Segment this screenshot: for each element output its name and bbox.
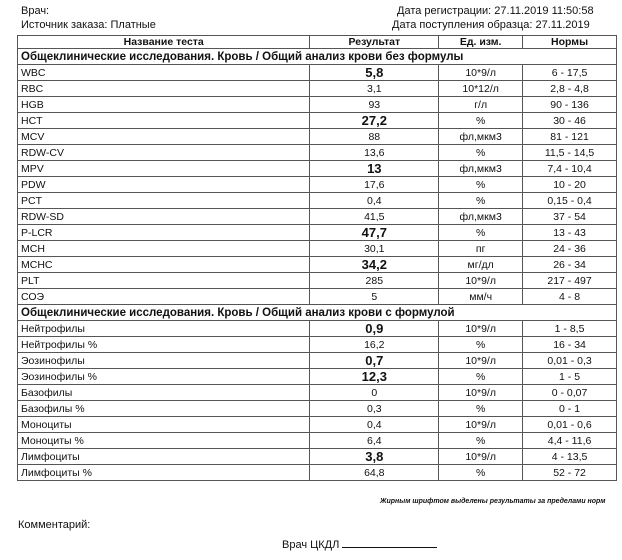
table-row <box>18 177 617 193</box>
test-name-cell: HGB <box>18 97 310 113</box>
table-row <box>18 465 617 481</box>
norm-cell: 0,15 - 0,4 <box>523 193 617 209</box>
unit-cell: мм/ч <box>439 289 523 305</box>
unit-cell: фл,мкм3 <box>439 129 523 145</box>
norm-cell: 90 - 136 <box>523 97 617 113</box>
unit-cell: фл,мкм3 <box>439 209 523 225</box>
test-name-cell: RDW-SD <box>18 209 310 225</box>
result-cell: 0,9 <box>310 321 439 337</box>
result-cell: 41,5 <box>310 209 439 225</box>
result-cell: 47,7 <box>310 225 439 241</box>
doctor-label: Врач: <box>21 5 50 17</box>
test-name-cell: MCHC <box>18 257 310 273</box>
result-cell: 6,4 <box>310 433 439 449</box>
norm-cell: 4 - 13,5 <box>523 449 617 465</box>
col-unit: Ед. изм. <box>439 36 523 49</box>
test-name-cell: RBC <box>18 81 310 97</box>
table-row <box>18 401 617 417</box>
norm-cell: 6 - 17,5 <box>523 65 617 81</box>
table-row <box>18 321 617 337</box>
col-result: Результат <box>310 36 439 49</box>
unit-cell: 10*9/л <box>439 417 523 433</box>
unit-cell: 10*12/л <box>439 81 523 97</box>
table-row <box>18 97 617 113</box>
table-row <box>18 417 617 433</box>
norm-cell: 37 - 54 <box>523 209 617 225</box>
unit-cell: % <box>439 369 523 385</box>
unit-cell: 10*9/л <box>439 65 523 81</box>
test-name-cell: Нейтрофилы % <box>18 337 310 353</box>
norm-cell: 30 - 46 <box>523 113 617 129</box>
norm-cell: 0 - 0,07 <box>523 385 617 401</box>
unit-cell: % <box>439 401 523 417</box>
result-cell: 17,6 <box>310 177 439 193</box>
result-cell: 0,7 <box>310 353 439 369</box>
test-name-cell: PLT <box>18 273 310 289</box>
unit-cell: % <box>439 337 523 353</box>
sample-date: Дата поступления образца: 27.11.2019 <box>392 19 590 31</box>
signature-line <box>342 537 437 548</box>
norm-cell: 4 - 8 <box>523 289 617 305</box>
section-header-row <box>18 49 617 65</box>
section-title: Общеклинические исследования. Кровь / Общий анализ крови с формулой <box>18 305 617 321</box>
table-row <box>18 433 617 449</box>
norm-cell: 10 - 20 <box>523 177 617 193</box>
norm-cell: 1 - 5 <box>523 369 617 385</box>
norm-cell: 81 - 121 <box>523 129 617 145</box>
test-name-cell: Эозинофилы <box>18 353 310 369</box>
result-cell: 3,8 <box>310 449 439 465</box>
table-header-row <box>18 36 617 49</box>
test-name-cell: Нейтрофилы <box>18 321 310 337</box>
norm-cell: 2,8 - 4,8 <box>523 81 617 97</box>
table-row <box>18 129 617 145</box>
unit-cell: 10*9/л <box>439 385 523 401</box>
section-title: Общеклинические исследования. Кровь / Общий анализ крови без формулы <box>18 49 617 65</box>
test-name-cell: Базофилы <box>18 385 310 401</box>
unit-cell: пг <box>439 241 523 257</box>
table-row <box>18 289 617 305</box>
unit-cell: г/л <box>439 97 523 113</box>
results-table <box>17 35 617 481</box>
order-source: Источник заказа: Платные <box>21 19 156 31</box>
unit-cell: % <box>439 193 523 209</box>
table-row <box>18 145 617 161</box>
result-cell: 285 <box>310 273 439 289</box>
test-name-cell: Лимфоциты <box>18 449 310 465</box>
norm-cell: 26 - 34 <box>523 257 617 273</box>
test-name-cell: HCT <box>18 113 310 129</box>
signature-label: Врач ЦКДЛ <box>282 539 340 551</box>
table-row <box>18 65 617 81</box>
norm-cell: 11,5 - 14,5 <box>523 145 617 161</box>
unit-cell: % <box>439 177 523 193</box>
norm-cell: 217 - 497 <box>523 273 617 289</box>
result-cell: 13 <box>310 161 439 177</box>
unit-cell: 10*9/л <box>439 273 523 289</box>
test-name-cell: MCH <box>18 241 310 257</box>
table-row <box>18 161 617 177</box>
test-name-cell: RDW-CV <box>18 145 310 161</box>
table-body <box>18 49 617 481</box>
test-name-cell: Лимфоциты % <box>18 465 310 481</box>
table-row <box>18 209 617 225</box>
result-cell: 27,2 <box>310 113 439 129</box>
result-cell: 5 <box>310 289 439 305</box>
unit-cell: 10*9/л <box>439 321 523 337</box>
norm-cell: 0,01 - 0,3 <box>523 353 617 369</box>
table-row <box>18 353 617 369</box>
result-cell: 64,8 <box>310 465 439 481</box>
norm-cell: 7,4 - 10,4 <box>523 161 617 177</box>
unit-cell: мг/дл <box>439 257 523 273</box>
unit-cell: 10*9/л <box>439 449 523 465</box>
col-test-name: Название теста <box>18 36 310 49</box>
norm-cell: 52 - 72 <box>523 465 617 481</box>
table-row <box>18 385 617 401</box>
norm-cell: 13 - 43 <box>523 225 617 241</box>
test-name-cell: СОЭ <box>18 289 310 305</box>
result-cell: 30,1 <box>310 241 439 257</box>
unit-cell: % <box>439 225 523 241</box>
test-name-cell: Моноциты % <box>18 433 310 449</box>
norm-cell: 0,01 - 0,6 <box>523 417 617 433</box>
table-row <box>18 369 617 385</box>
result-cell: 16,2 <box>310 337 439 353</box>
norm-cell: 16 - 34 <box>523 337 617 353</box>
signature-block <box>282 537 437 551</box>
table-row <box>18 193 617 209</box>
norm-cell: 0 - 1 <box>523 401 617 417</box>
test-name-cell: Эозинофилы % <box>18 369 310 385</box>
registration-date: Дата регистрации: 27.11.2019 11:50:58 <box>397 5 594 17</box>
table-row <box>18 337 617 353</box>
unit-cell: фл,мкм3 <box>439 161 523 177</box>
table-row <box>18 81 617 97</box>
unit-cell: % <box>439 113 523 129</box>
result-cell: 93 <box>310 97 439 113</box>
result-cell: 0,4 <box>310 417 439 433</box>
test-name-cell: MCV <box>18 129 310 145</box>
test-name-cell: MPV <box>18 161 310 177</box>
table-row <box>18 225 617 241</box>
test-name-cell: PDW <box>18 177 310 193</box>
test-name-cell: WBC <box>18 65 310 81</box>
bold-footnote: Жирным шрифтом выделены результаты за пределами норм <box>380 498 606 505</box>
result-cell: 34,2 <box>310 257 439 273</box>
table-row <box>18 113 617 129</box>
result-cell: 0,3 <box>310 401 439 417</box>
comment-label: Комментарий: <box>18 519 91 531</box>
table-row <box>18 449 617 465</box>
norm-cell: 1 - 8,5 <box>523 321 617 337</box>
result-cell: 0 <box>310 385 439 401</box>
table-row <box>18 241 617 257</box>
table-row <box>18 273 617 289</box>
unit-cell: % <box>439 465 523 481</box>
unit-cell: % <box>439 433 523 449</box>
result-cell: 12,3 <box>310 369 439 385</box>
result-cell: 3,1 <box>310 81 439 97</box>
table-row <box>18 257 617 273</box>
norm-cell: 24 - 36 <box>523 241 617 257</box>
result-cell: 88 <box>310 129 439 145</box>
result-cell: 5,8 <box>310 65 439 81</box>
col-norm: Нормы <box>523 36 617 49</box>
result-cell: 13,6 <box>310 145 439 161</box>
section-header-row <box>18 305 617 321</box>
test-name-cell: Моноциты <box>18 417 310 433</box>
norm-cell: 4,4 - 11,6 <box>523 433 617 449</box>
test-name-cell: P-LCR <box>18 225 310 241</box>
test-name-cell: PCT <box>18 193 310 209</box>
unit-cell: % <box>439 145 523 161</box>
result-cell: 0,4 <box>310 193 439 209</box>
unit-cell: 10*9/л <box>439 353 523 369</box>
test-name-cell: Базофилы % <box>18 401 310 417</box>
